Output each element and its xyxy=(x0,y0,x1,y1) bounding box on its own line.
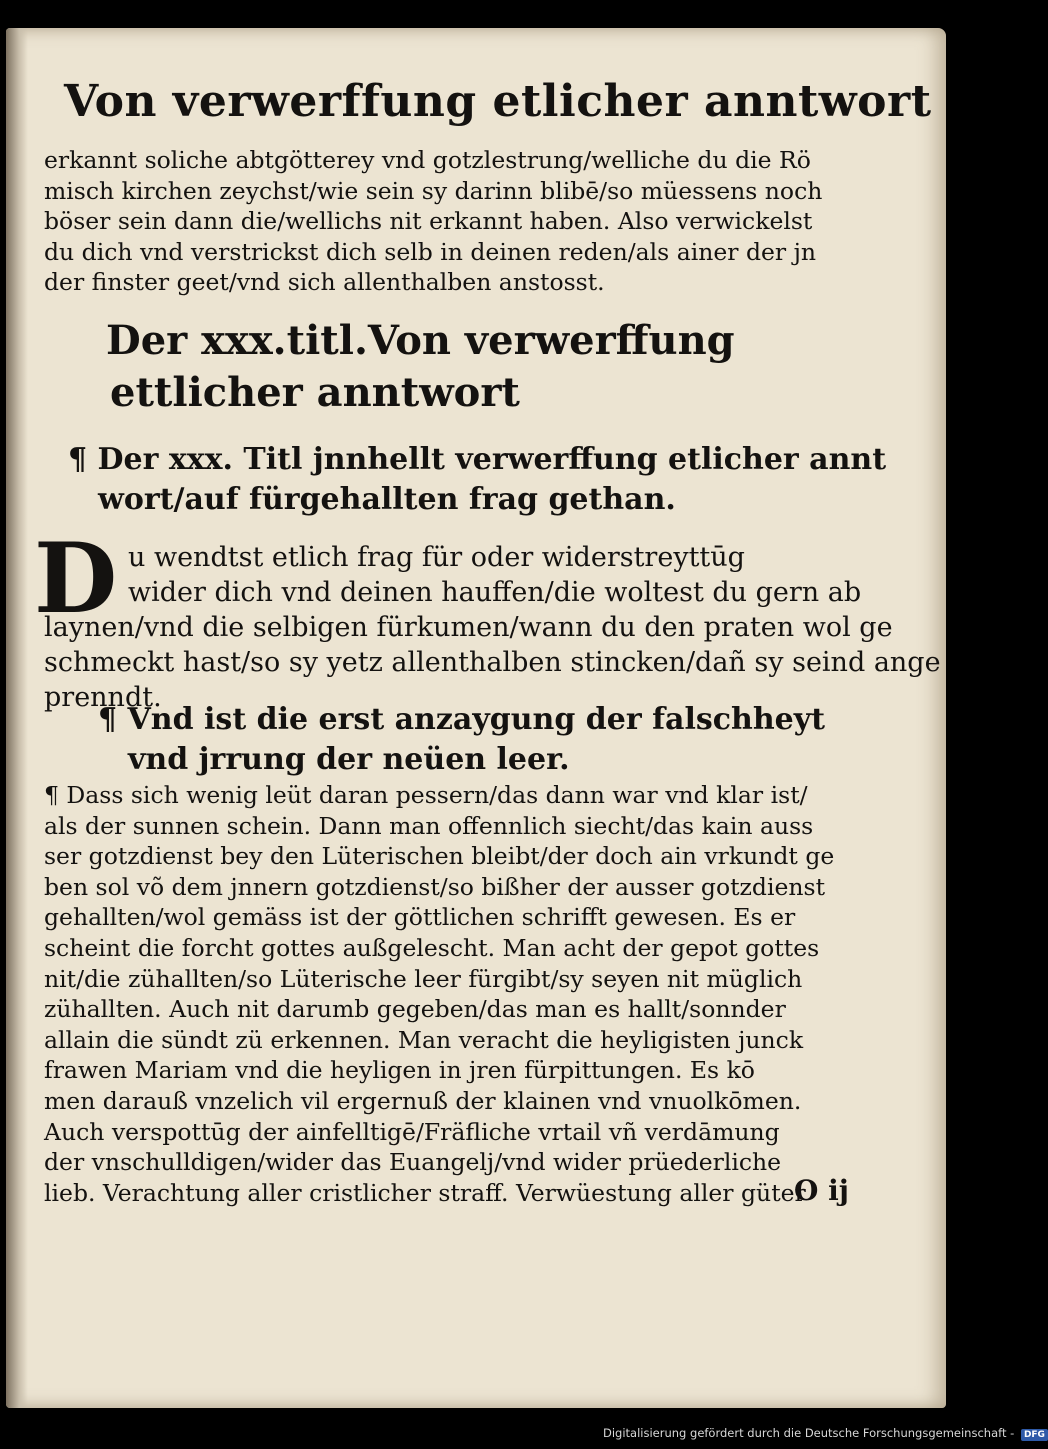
heading-line: ettlicher anntwort xyxy=(110,369,520,416)
text-line: als der sunnen schein. Dann man offennlich siecht/das kain auss xyxy=(44,811,814,840)
text-line: ¶ Dass sich wenig leüt daran pessern/das dann war vnd klar ist/ xyxy=(44,781,808,809)
footer-text: Digitalisierung gefördert durch die Deutsche Forschungsgemeinschaft - xyxy=(603,1426,1015,1440)
text-line: wider dich vnd deinen hauffen/die woltest du gern ab xyxy=(128,577,862,608)
heading-line: Der xxx.titl.Von verwerffung xyxy=(106,317,735,364)
text-line: frawen Mariam vnd die heyligen in jren fürpittungen. Es kō xyxy=(44,1056,755,1085)
text-line: zühallten. Auch nit darumb gegeben/das man es hallt/sonnder xyxy=(44,995,786,1024)
summary-line: wort/auf fürgehallten frag gethan. xyxy=(98,482,676,517)
text-line: ser gotzdienst bey den Lüterischen bleibt/der doch ain vrkundt ge xyxy=(44,842,835,871)
text-line: du dich vnd verstrickst dich selb in deinen reden/als ainer der jn xyxy=(44,237,817,266)
text-line: böser sein dann die/wellichs nit erkannt haben. Also verwickelst xyxy=(44,207,813,236)
dfg-logo-icon: DFG xyxy=(1021,1429,1048,1441)
digitization-footer xyxy=(603,1426,1048,1441)
text-line: erkannt soliche abtgötterey vnd gotzlestrung/welliche du die Rö xyxy=(44,146,811,174)
text-line: allain die sündt zü erkennen. Man veracht die heyligisten junck xyxy=(44,1025,804,1054)
section-heading xyxy=(98,700,826,780)
running-head: Von verwerffung etlicher anntwort xyxy=(64,76,932,127)
summary-line: ¶ Der xxx. Titl jnnhellt verwerffung etlicher annt xyxy=(68,442,887,477)
text-line: u wendtst etlich frag für oder widerstreyttūg xyxy=(128,542,745,573)
text-line: prenndt. xyxy=(44,682,162,713)
book-page xyxy=(6,28,946,1408)
text-line: scheint die forcht gottes außgelescht. Man acht der gepot gottes xyxy=(44,933,820,962)
chapter-summary xyxy=(68,440,887,520)
text-line: der finster geet/vnd sich allenthalben anstosst. xyxy=(44,268,605,297)
text-line: schmeckt hast/so sy yetz allenthalben stincken/dañ sy seind ange xyxy=(44,647,941,678)
text-line: Auch verspottūg der ainfelltigē/Fräfliche vrtail vñ verdāmung xyxy=(44,1117,780,1146)
signature-mark: O ij xyxy=(794,1174,849,1207)
text-line: men darauß vnzelich vil ergernuß der klainen vnd vnuolkōmen. xyxy=(44,1086,802,1115)
decorated-initial: D xyxy=(34,522,118,635)
text-line: ben sol võ dem jnnern gotzdienst/so bißher der ausser gotzdienst xyxy=(44,872,826,901)
text-line: der vnschulldigen/wider das Euangelj/vnd wider prüederliche xyxy=(44,1148,782,1177)
text-line: lieb. Verachtung aller cristlicher straff. Verwüestung aller güter xyxy=(44,1178,806,1207)
paragraph-1 xyxy=(44,145,823,298)
paragraph-2 xyxy=(44,540,941,715)
text-line: nit/die zühallten/so Lüterische leer fürgibt/sy seyen nit müglich xyxy=(44,964,803,993)
section-heading-line: vnd jrrung der neüen leer. xyxy=(128,742,570,777)
section-heading-line: ¶ Vnd ist die erst anzaygung der falschheyt xyxy=(98,702,826,737)
text-line: gehallten/wol gemäss ist der göttlichen schrifft gewesen. Es er xyxy=(44,903,796,932)
chapter-heading xyxy=(106,315,746,419)
text-line: laynen/vnd die selbigen fürkumen/wann du den praten wol ge xyxy=(44,612,893,643)
text-line: misch kirchen zeychst/wie sein sy darinn blibē/so müessens noch xyxy=(44,176,823,205)
